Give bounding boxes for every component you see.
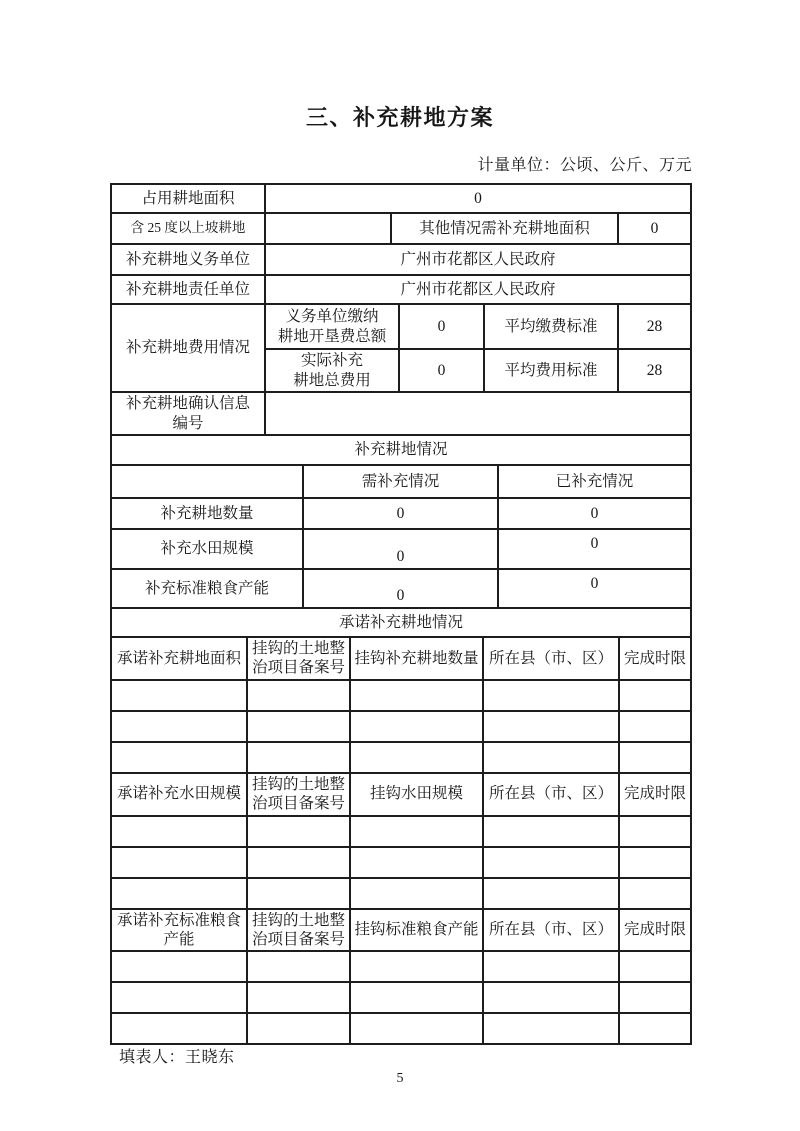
avg-pay-standard-label: 平均缴费标准 — [484, 304, 618, 349]
table-row — [111, 951, 691, 982]
fee-amount-actual: 0 — [399, 349, 484, 392]
empty-cell — [111, 1013, 247, 1044]
table-row — [111, 304, 691, 349]
occupied-area-value: 0 — [265, 184, 691, 213]
grain-capacity-label: 补充标准粮食产能 — [111, 569, 303, 608]
table-row — [111, 637, 691, 680]
deadline-header: 完成时限 — [619, 773, 691, 816]
responsible-unit-value: 广州市花都区人民政府 — [265, 275, 691, 304]
empty-cell — [350, 982, 483, 1013]
empty-cell — [111, 816, 247, 847]
empty-cell — [247, 982, 350, 1013]
empty-cell — [483, 680, 619, 711]
project-record-header: 挂钩的土地整 治项目备案号 — [247, 909, 350, 952]
table-row — [111, 680, 691, 711]
empty-cell — [111, 465, 303, 498]
table-row — [111, 529, 691, 569]
empty-cell — [111, 982, 247, 1013]
empty-cell — [247, 742, 350, 773]
empty-cell — [350, 711, 483, 742]
fee-name-actual: 实际补充 耕地总费用 — [265, 349, 399, 392]
table-row — [111, 184, 691, 213]
paddy-scale-done: 0 — [498, 529, 691, 569]
empty-cell — [247, 816, 350, 847]
table-row — [111, 773, 691, 816]
supplement-quantity-label: 补充耕地数量 — [111, 498, 303, 529]
page-number: 5 — [396, 1071, 404, 1086]
empty-cell — [483, 816, 619, 847]
avg-pay-standard-value: 28 — [618, 304, 691, 349]
empty-cell — [483, 951, 619, 982]
empty-cell — [619, 711, 691, 742]
commit-grain-header: 承诺补充标准粮食 产能 — [111, 909, 247, 952]
occupied-area-label: 占用耕地面积 — [111, 184, 265, 213]
avg-cost-standard-label: 平均费用标准 — [484, 349, 618, 392]
obligation-unit-label: 补充耕地义务单位 — [111, 244, 265, 275]
empty-cell — [111, 680, 247, 711]
table-row — [111, 847, 691, 878]
empty-cell — [350, 951, 483, 982]
empty-cell — [350, 816, 483, 847]
table-row — [111, 498, 691, 529]
other-need-value: 0 — [618, 213, 691, 244]
empty-cell — [247, 878, 350, 909]
empty-cell — [350, 878, 483, 909]
linked-quantity-header: 挂钩补充耕地数量 — [350, 637, 483, 680]
empty-cell — [483, 982, 619, 1013]
project-record-header: 挂钩的土地整 治项目备案号 — [247, 773, 350, 816]
linked-grain-header: 挂钩标准粮食产能 — [350, 909, 483, 952]
commitment-table — [110, 607, 692, 1045]
fee-info-table — [110, 303, 692, 436]
commit-paddy-header: 承诺补充水田规模 — [111, 773, 247, 816]
empty-cell — [111, 847, 247, 878]
grain-capacity-needed: 0 — [303, 569, 498, 608]
empty-cell — [619, 816, 691, 847]
obligation-unit-value: 广州市花都区人民政府 — [265, 244, 691, 275]
table-row — [111, 1013, 691, 1044]
table-row — [111, 878, 691, 909]
paddy-scale-needed: 0 — [303, 529, 498, 569]
county-header: 所在县（市、区） — [483, 773, 619, 816]
empty-cell — [350, 847, 483, 878]
linked-paddy-header: 挂钩水田规模 — [350, 773, 483, 816]
empty-cell — [350, 742, 483, 773]
county-header: 所在县（市、区） — [483, 637, 619, 680]
confirm-info-value — [265, 392, 691, 435]
fee-amount-obligation: 0 — [399, 304, 484, 349]
empty-cell — [111, 951, 247, 982]
table-row — [111, 392, 691, 435]
commit-area-header: 承诺补充耕地面积 — [111, 637, 247, 680]
empty-cell — [350, 1013, 483, 1044]
empty-cell — [483, 847, 619, 878]
empty-cell — [247, 847, 350, 878]
done-column-header: 已补充情况 — [498, 465, 691, 498]
measure-unit-note: 计量单位：公顷、公斤、万元 — [477, 157, 692, 174]
table-row — [111, 742, 691, 773]
deadline-header: 完成时限 — [619, 637, 691, 680]
avg-cost-standard-value: 28 — [618, 349, 691, 392]
table-row — [111, 909, 691, 952]
empty-cell — [619, 982, 691, 1013]
fee-name-obligation: 义务单位缴纳 耕地开垦费总额 — [265, 304, 399, 349]
empty-cell — [247, 680, 350, 711]
table-row — [111, 569, 691, 608]
empty-cell — [111, 742, 247, 773]
empty-cell — [350, 680, 483, 711]
empty-cell — [483, 742, 619, 773]
preparer-line: 填表人：王晓东 — [119, 1049, 235, 1066]
table-row — [111, 465, 691, 498]
slope-land-value — [265, 213, 391, 244]
table-row — [111, 816, 691, 847]
supplement-table — [110, 434, 692, 609]
table-row — [111, 213, 691, 244]
deadline-header: 完成时限 — [619, 909, 691, 952]
empty-cell — [619, 1013, 691, 1044]
empty-cell — [619, 878, 691, 909]
supplement-quantity-done: 0 — [498, 498, 691, 529]
grain-capacity-done: 0 — [498, 569, 691, 608]
needed-column-header: 需补充情况 — [303, 465, 498, 498]
empty-cell — [111, 878, 247, 909]
page-title: 三、补充耕地方案 — [305, 105, 494, 130]
confirm-info-label: 补充耕地确认信息 编号 — [111, 392, 265, 435]
form-table — [110, 183, 690, 1045]
fee-section-label: 补充耕地费用情况 — [111, 304, 265, 392]
empty-cell — [619, 680, 691, 711]
supplement-section-title: 补充耕地情况 — [111, 435, 691, 465]
empty-cell — [483, 878, 619, 909]
empty-cell — [247, 951, 350, 982]
county-header: 所在县（市、区） — [483, 909, 619, 952]
empty-cell — [111, 711, 247, 742]
project-record-header: 挂钩的土地整 治项目备案号 — [247, 637, 350, 680]
basic-info-table — [110, 183, 692, 305]
supplement-quantity-needed: 0 — [303, 498, 498, 529]
empty-cell — [619, 742, 691, 773]
other-need-label: 其他情况需补充耕地面积 — [391, 213, 618, 244]
responsible-unit-label: 补充耕地责任单位 — [111, 275, 265, 304]
table-row — [111, 982, 691, 1013]
commitment-section-title: 承诺补充耕地情况 — [111, 608, 691, 637]
slope-land-label: 含 25 度以上坡耕地 — [111, 213, 265, 244]
empty-cell — [619, 847, 691, 878]
table-row — [111, 711, 691, 742]
table-row — [111, 608, 691, 637]
table-row — [111, 275, 691, 304]
table-row — [111, 244, 691, 275]
empty-cell — [247, 711, 350, 742]
empty-cell — [247, 1013, 350, 1044]
paddy-scale-label: 补充水田规模 — [111, 529, 303, 569]
empty-cell — [483, 711, 619, 742]
empty-cell — [619, 951, 691, 982]
table-row — [111, 435, 691, 465]
empty-cell — [483, 1013, 619, 1044]
